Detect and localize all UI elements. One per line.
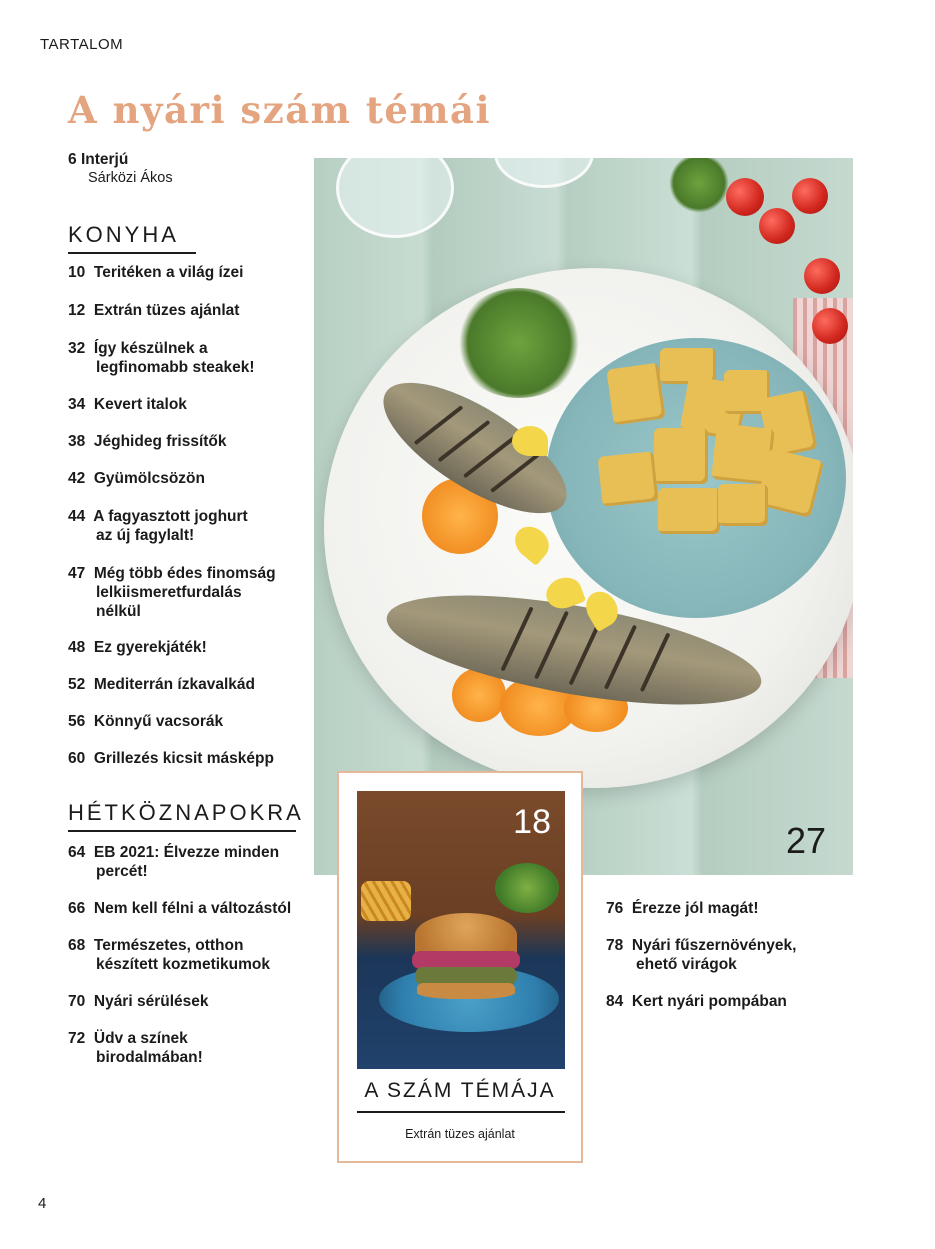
toc-entry-title: Nyári fűszernövények, [631, 937, 797, 954]
toc-entry[interactable] [606, 899, 759, 918]
toc-entry[interactable] [68, 638, 207, 657]
salad-bowl [495, 863, 559, 913]
toc-entry-title: Így készülnek a [93, 340, 208, 357]
toc-entry-title: Grillezés kicsit másképp [93, 750, 274, 767]
cherry-tomato [812, 308, 848, 344]
potato-piece [654, 428, 708, 484]
toc-entry-title-line2: birodalmában! [96, 1049, 203, 1066]
toc-entry-interview[interactable] [68, 150, 173, 188]
toc-entry-title: Interjú [80, 151, 129, 168]
toc-entry-title-line2: az új fagylalt! [96, 527, 195, 544]
toc-entry-title: Természetes, otthon [93, 937, 244, 954]
toc-entry[interactable] [68, 564, 276, 621]
toc-page-number: 70 [68, 993, 86, 1010]
toc-entry-title-line2: percét! [96, 863, 148, 880]
toc-entry[interactable] [68, 507, 248, 545]
toc-entry[interactable] [68, 712, 223, 731]
section-heading-konyha: KONYHA [68, 222, 179, 247]
toc-entry-subtitle: Sárközi Ákos [88, 170, 173, 186]
lemon-wedge [512, 426, 548, 456]
section-label: TARTALOM [40, 36, 124, 53]
toc-entry[interactable] [68, 992, 208, 1011]
section-heading-hetkoznapokra: HÉTKÖZNAPOKRA [68, 800, 304, 825]
potato-piece [606, 363, 665, 426]
toc-page-number: 34 [68, 396, 86, 413]
potato-piece [598, 451, 659, 507]
toc-entry-title: EB 2021: Élvezze minden [93, 844, 280, 861]
toc-entry-title: Extrán tüzes ajánlat [93, 302, 240, 319]
toc-entry[interactable] [68, 395, 187, 414]
toc-entry[interactable] [606, 992, 787, 1011]
toc-entry[interactable] [68, 263, 244, 282]
toc-entry[interactable] [68, 749, 274, 768]
cherry-tomato [759, 208, 795, 244]
fries [361, 881, 411, 921]
toc-page-number: 66 [68, 900, 86, 917]
potato-piece [658, 488, 720, 534]
toc-entry-title: Kevert italok [93, 396, 187, 413]
toc-page-number: 48 [68, 639, 86, 656]
cherry-tomato [726, 178, 764, 216]
toc-page-number: 12 [68, 302, 86, 319]
toc-entry-title: A fagyasztott joghurt [93, 508, 248, 525]
toc-entry-title: Ez gyerekjáték! [93, 639, 207, 656]
toc-entry[interactable] [68, 469, 205, 488]
toc-entry[interactable] [606, 936, 796, 974]
toc-entry-title: Könnyű vacsorák [93, 713, 224, 730]
toc-entry-title: Kert nyári pompában [631, 993, 787, 1010]
toc-entry-title: Még több édes finomság [93, 565, 276, 582]
toc-entry[interactable] [68, 301, 239, 320]
toc-page-number: 38 [68, 433, 86, 450]
toc-entry-title-line2: ehető virágok [636, 956, 737, 973]
toc-entry-title: Nem kell félni a változástól [93, 900, 292, 917]
burger-bun-bottom [417, 983, 515, 999]
herb-sprig [669, 158, 729, 213]
toc-page-number: 84 [606, 993, 624, 1010]
burger-photo [357, 791, 565, 1069]
toc-page-number: 32 [68, 340, 86, 357]
toc-entry-title-line2: lelkiismeretfurdalás [96, 584, 242, 601]
toc-page-number: 52 [68, 676, 86, 693]
microgreens [454, 288, 584, 398]
toc-entry[interactable] [68, 675, 255, 694]
page-title: A nyári szám témái [68, 88, 492, 132]
water-glass [336, 158, 454, 238]
hero-page-reference: 27 [786, 820, 827, 861]
toc-page-number: 10 [68, 264, 86, 281]
toc-page-number: 76 [606, 900, 624, 917]
feature-subtitle: Extrán tüzes ajánlat [405, 1127, 515, 1141]
toc-entry-title: Érezze jól magát! [631, 900, 759, 917]
toc-page-number: 6 [68, 151, 77, 168]
toc-page-number: 42 [68, 470, 86, 487]
section-heading-rule [68, 252, 196, 254]
toc-entry-title-line3: nélkül [96, 603, 141, 620]
toc-page-number: 68 [68, 937, 86, 954]
toc-entry-title: Mediterrán ízkavalkád [93, 676, 255, 693]
potato-piece [718, 484, 768, 526]
toc-entry[interactable] [68, 1029, 203, 1067]
feature-page-reference: 18 [513, 803, 551, 841]
toc-entry[interactable] [68, 843, 279, 881]
hero-food-photo[interactable] [314, 158, 853, 875]
cherry-tomato [792, 178, 828, 214]
toc-entry[interactable] [68, 432, 227, 451]
toc-entry-title: Jéghideg frissítők [93, 433, 227, 450]
toc-entry-title: Teritéken a világ ízei [93, 264, 244, 281]
feature-title: A SZÁM TÉMÁJA [364, 1079, 556, 1102]
toc-entry-title-line2: készített kozmetikumok [96, 956, 270, 973]
toc-entry[interactable] [68, 339, 255, 377]
cherry-tomato [804, 258, 840, 294]
feature-card[interactable] [337, 771, 583, 1163]
toc-page-number: 56 [68, 713, 86, 730]
page-number: 4 [38, 1195, 47, 1212]
toc-page-number: 78 [606, 937, 624, 954]
toc-entry[interactable] [68, 899, 291, 918]
toc-page-number: 64 [68, 844, 86, 861]
toc-entry-title-line2: legfinomabb steakek! [96, 359, 255, 376]
toc-page-number: 72 [68, 1030, 86, 1047]
water-glass [494, 158, 594, 188]
toc-page-number: 60 [68, 750, 86, 767]
section-heading-rule [68, 830, 296, 832]
feature-divider [357, 1111, 565, 1113]
toc-entry-title: Üdv a színek [93, 1030, 188, 1047]
toc-entry-title: Nyári sérülések [93, 993, 209, 1010]
toc-entry-title: Gyümölcsözön [93, 470, 205, 487]
toc-page-number: 44 [68, 508, 86, 525]
toc-page-number: 47 [68, 565, 86, 582]
toc-entry[interactable] [68, 936, 270, 974]
